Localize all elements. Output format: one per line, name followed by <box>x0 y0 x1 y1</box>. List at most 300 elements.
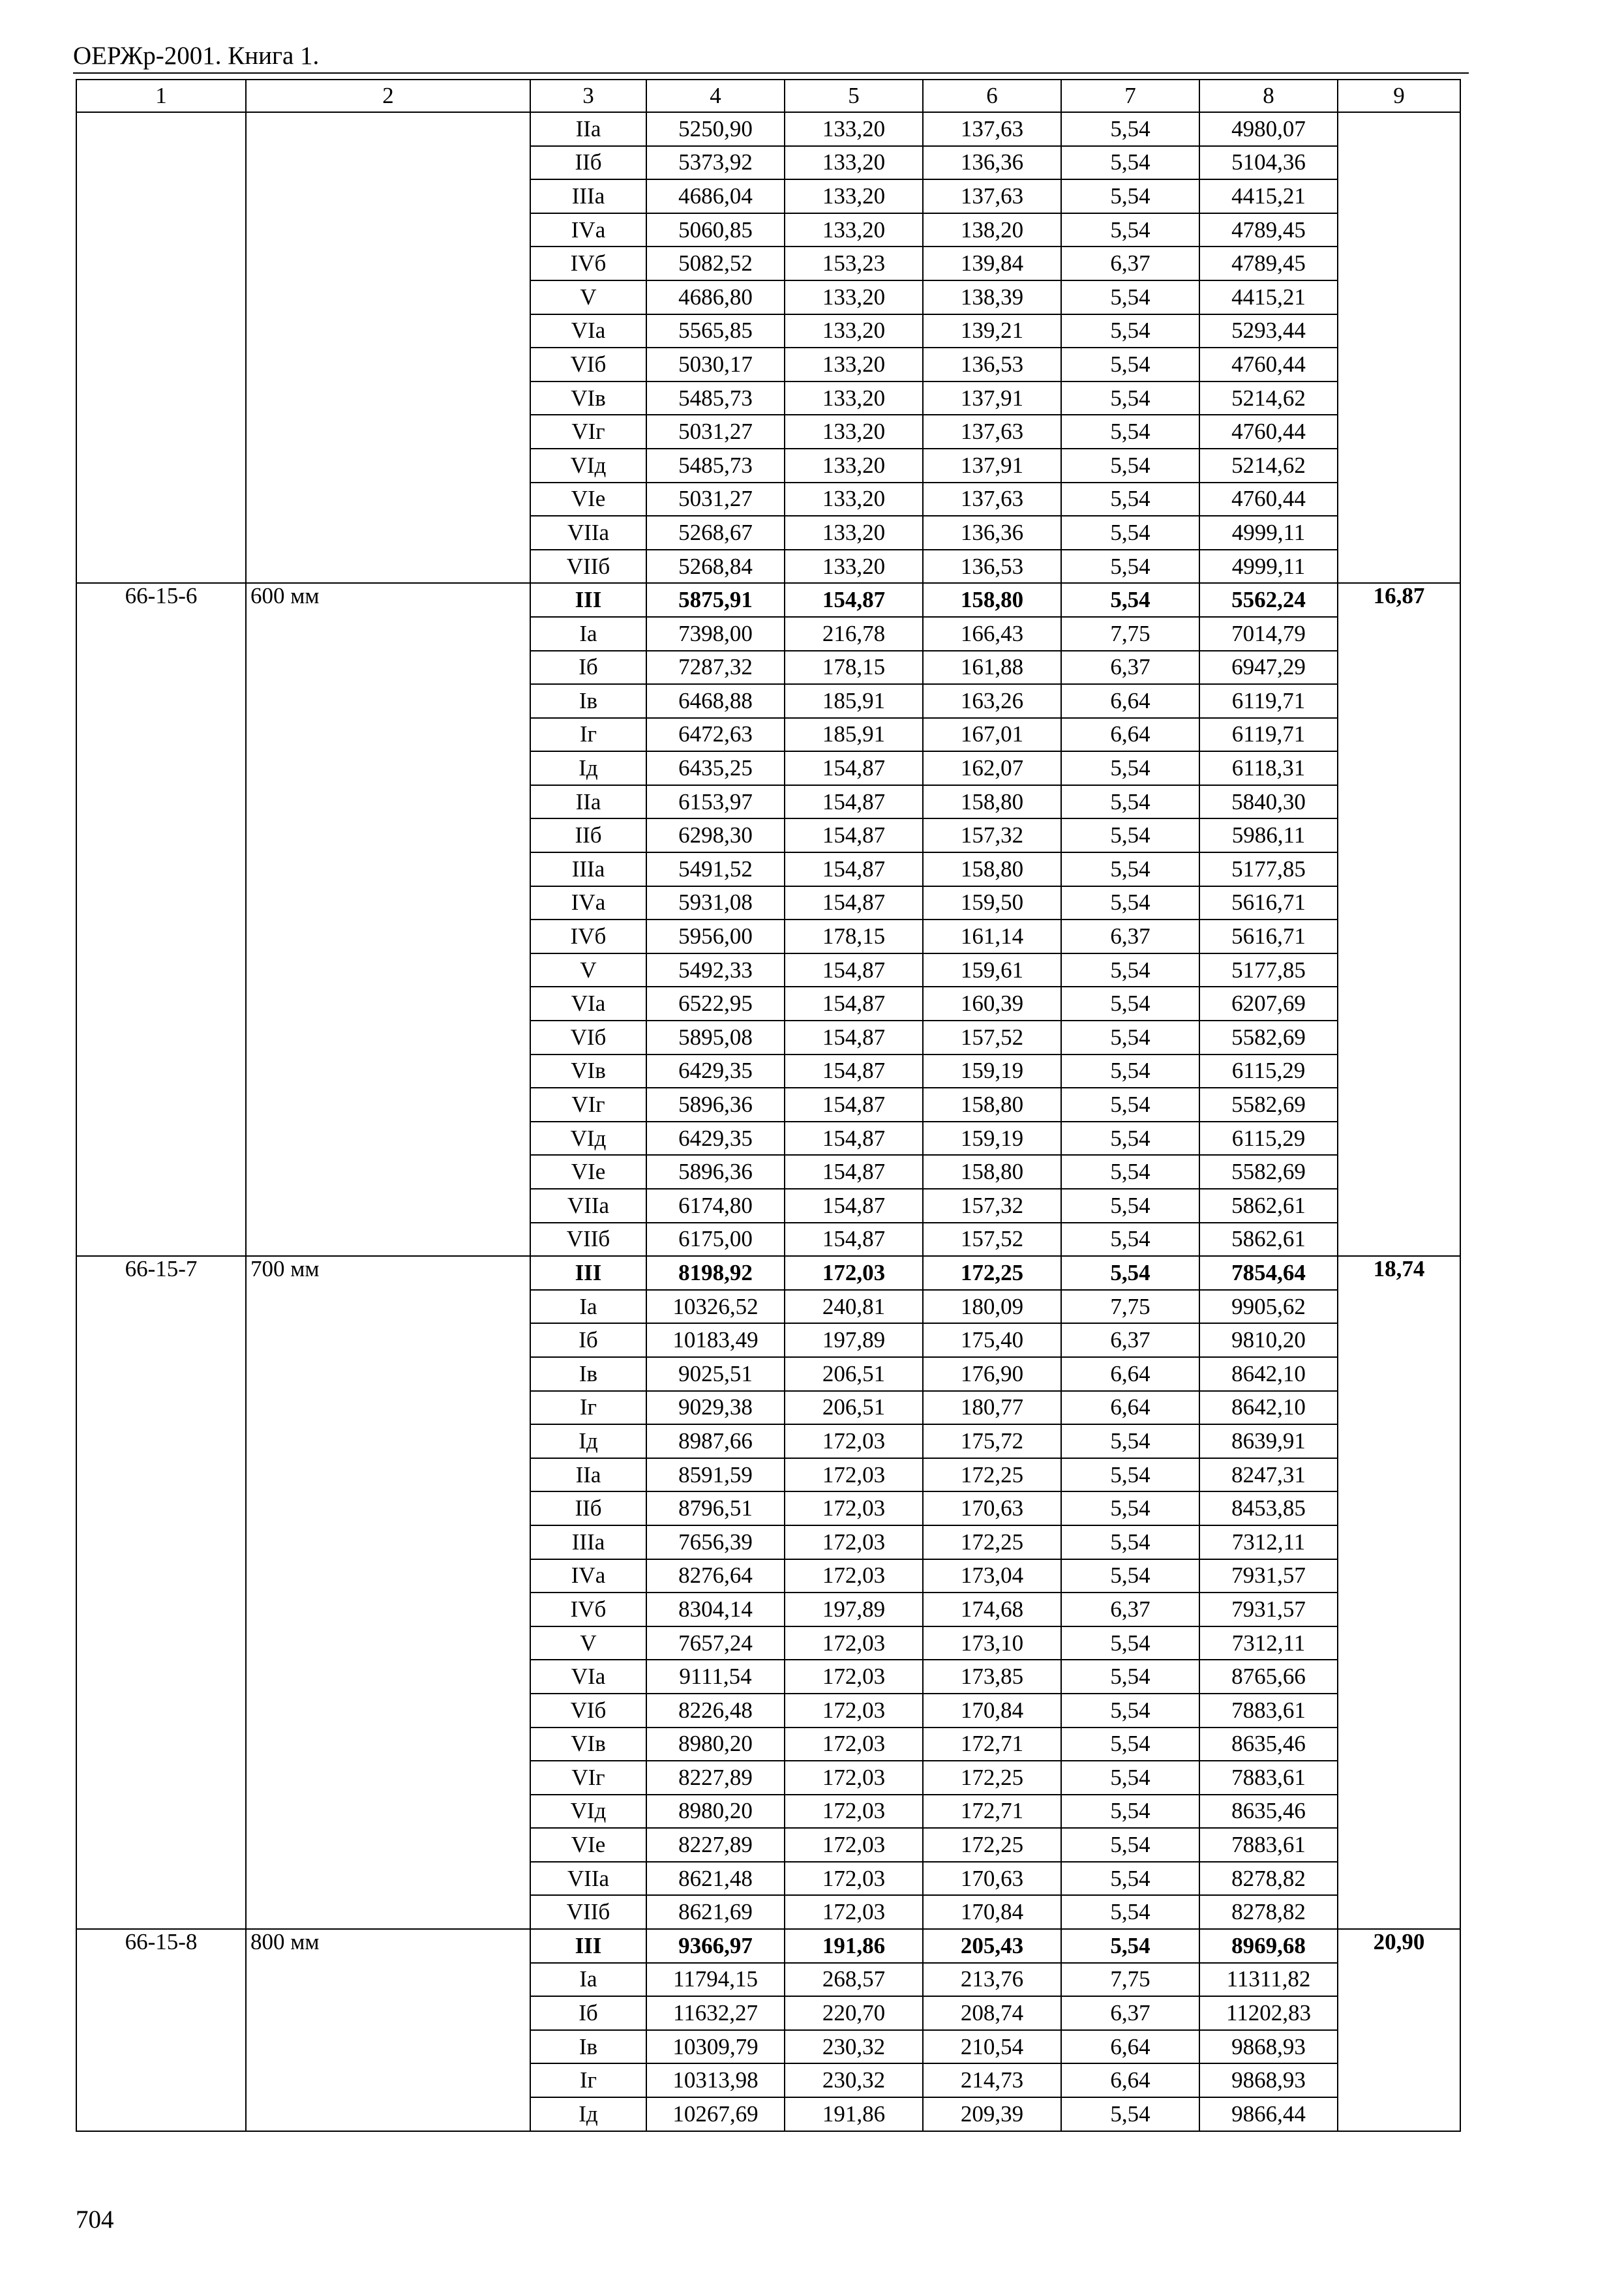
row-type: Iб <box>530 1323 646 1357</box>
table-row <box>76 1660 1460 1694</box>
row-code <box>76 1963 246 1997</box>
row-value: 5060,85 <box>646 213 785 247</box>
row-value: 9366,97 <box>646 1929 785 1963</box>
table-row <box>76 852 1460 886</box>
row-type: Iв <box>530 684 646 718</box>
row-code <box>76 718 246 752</box>
row-type: VIв <box>530 1728 646 1761</box>
row-value <box>1338 382 1460 415</box>
row-type: III <box>530 583 646 617</box>
row-value: 162,07 <box>923 751 1061 785</box>
row-value <box>1338 1963 1460 1997</box>
row-value <box>1338 1021 1460 1055</box>
row-value: 5250,90 <box>646 112 785 146</box>
row-code <box>76 1996 246 2030</box>
row-value: 133,20 <box>785 483 923 516</box>
row-type: Iб <box>530 1996 646 2030</box>
row-value: 5,54 <box>1061 382 1199 415</box>
row-value <box>1338 2030 1460 2064</box>
row-value: 161,88 <box>923 651 1061 685</box>
table-row <box>76 1323 1460 1357</box>
row-value: 230,32 <box>785 2063 923 2097</box>
row-value: 137,63 <box>923 112 1061 146</box>
row-code <box>76 651 246 685</box>
row-name <box>246 2063 530 2097</box>
row-code <box>76 1761 246 1795</box>
row-name <box>246 1694 530 1728</box>
row-value: 172,03 <box>785 1525 923 1559</box>
row-value: 178,15 <box>785 920 923 953</box>
row-value: 158,80 <box>923 1088 1061 1122</box>
row-value: 5986,11 <box>1199 818 1338 852</box>
row-name <box>246 1593 530 1626</box>
row-value: 133,20 <box>785 146 923 180</box>
row-value: 133,20 <box>785 314 923 348</box>
row-value: 159,61 <box>923 953 1061 987</box>
row-value <box>1338 179 1460 213</box>
row-value: 8276,64 <box>646 1559 785 1593</box>
row-name <box>246 2097 530 2131</box>
row-value <box>1338 953 1460 987</box>
row-type: VIIб <box>530 1223 646 1257</box>
row-code <box>76 1559 246 1593</box>
row-type: IVа <box>530 886 646 920</box>
row-value: 205,43 <box>923 1929 1061 1963</box>
row-name <box>246 1795 530 1829</box>
row-value: 133,20 <box>785 179 923 213</box>
table-row <box>76 1559 1460 1593</box>
row-value: 139,84 <box>923 247 1061 280</box>
row-value: 154,87 <box>785 1189 923 1223</box>
row-code <box>76 1021 246 1055</box>
row-value <box>1338 785 1460 819</box>
row-name <box>246 1626 530 1660</box>
row-value: 5214,62 <box>1199 449 1338 483</box>
page-number: 704 <box>76 2206 114 2234</box>
row-code: 66-15-7 <box>76 1256 246 1290</box>
row-value: 210,54 <box>923 2030 1061 2064</box>
row-value: 136,36 <box>923 146 1061 180</box>
row-code <box>76 1828 246 1862</box>
row-value: 159,19 <box>923 1055 1061 1088</box>
row-value: 7657,24 <box>646 1626 785 1660</box>
row-value: 5,54 <box>1061 1728 1199 1761</box>
row-value: 161,14 <box>923 920 1061 953</box>
row-type: Iд <box>530 1424 646 1458</box>
row-value: 10309,79 <box>646 2030 785 2064</box>
row-type: IVб <box>530 1593 646 1626</box>
row-type: V <box>530 1626 646 1660</box>
table-row <box>76 146 1460 180</box>
row-value: 9810,20 <box>1199 1323 1338 1357</box>
row-value: 209,39 <box>923 2097 1061 2131</box>
table-row <box>76 1996 1460 2030</box>
row-value: 5,54 <box>1061 146 1199 180</box>
row-name <box>246 1155 530 1189</box>
row-value: 6522,95 <box>646 987 785 1021</box>
row-value: 138,20 <box>923 213 1061 247</box>
table-row <box>76 1593 1460 1626</box>
row-type: VIа <box>530 987 646 1021</box>
row-value: 159,19 <box>923 1122 1061 1156</box>
row-value <box>1338 1055 1460 1088</box>
table-row <box>76 684 1460 718</box>
row-code <box>76 1088 246 1122</box>
row-value: 136,36 <box>923 516 1061 550</box>
row-value: 8980,20 <box>646 1728 785 1761</box>
row-type: Iа <box>530 1290 646 1324</box>
row-value: 5268,67 <box>646 516 785 550</box>
row-code <box>76 449 246 483</box>
row-value: 214,73 <box>923 2063 1061 2097</box>
row-value: 6,64 <box>1061 2063 1199 2097</box>
row-name <box>246 112 530 146</box>
row-type: IIб <box>530 1491 646 1525</box>
row-value: 5,54 <box>1061 280 1199 314</box>
row-value: 8621,69 <box>646 1895 785 1929</box>
row-value: 172,03 <box>785 1660 923 1694</box>
row-type: VIIа <box>530 516 646 550</box>
row-code: 66-15-8 <box>76 1929 246 1963</box>
table-row <box>76 920 1460 953</box>
row-value: 8987,66 <box>646 1424 785 1458</box>
row-value: 5,54 <box>1061 953 1199 987</box>
row-value: 154,87 <box>785 987 923 1021</box>
row-value <box>1338 718 1460 752</box>
row-value: 172,71 <box>923 1795 1061 1829</box>
row-value: 172,03 <box>785 1256 923 1290</box>
row-value: 6,37 <box>1061 1996 1199 2030</box>
column-header: 9 <box>1338 80 1460 112</box>
row-value: 5,54 <box>1061 1055 1199 1088</box>
row-value: 5031,27 <box>646 483 785 516</box>
row-value: 5,54 <box>1061 314 1199 348</box>
row-value: 5485,73 <box>646 382 785 415</box>
row-name <box>246 348 530 382</box>
table-row <box>76 886 1460 920</box>
table-row <box>76 1189 1460 1223</box>
row-value: 5565,85 <box>646 314 785 348</box>
row-value <box>1338 2063 1460 2097</box>
row-value <box>1338 617 1460 651</box>
row-name <box>246 818 530 852</box>
row-value: 7,75 <box>1061 1290 1199 1324</box>
row-code <box>76 886 246 920</box>
row-value: 5,54 <box>1061 483 1199 516</box>
row-name <box>246 1357 530 1391</box>
row-value: 6,37 <box>1061 920 1199 953</box>
row-value: 8980,20 <box>646 1795 785 1829</box>
row-value: 5,54 <box>1061 751 1199 785</box>
row-value: 5896,36 <box>646 1155 785 1189</box>
row-value: 4999,11 <box>1199 550 1338 584</box>
row-value <box>1338 1559 1460 1593</box>
row-name <box>246 1424 530 1458</box>
row-type: Iд <box>530 751 646 785</box>
row-value <box>1338 1761 1460 1795</box>
table-row <box>76 1357 1460 1391</box>
row-value: 6429,35 <box>646 1122 785 1156</box>
row-value: 6,37 <box>1061 1593 1199 1626</box>
row-value: 136,53 <box>923 550 1061 584</box>
row-name: 600 мм <box>246 583 530 617</box>
row-code <box>76 314 246 348</box>
row-code <box>76 179 246 213</box>
row-value: 10313,98 <box>646 2063 785 2097</box>
row-value: 5,54 <box>1061 1424 1199 1458</box>
row-type: IVа <box>530 213 646 247</box>
row-value: 6468,88 <box>646 684 785 718</box>
row-code <box>76 1593 246 1626</box>
row-value: 157,52 <box>923 1021 1061 1055</box>
row-value: 5,54 <box>1061 112 1199 146</box>
table-row <box>76 1055 1460 1088</box>
row-value: 133,20 <box>785 516 923 550</box>
row-type: V <box>530 280 646 314</box>
row-type: VIа <box>530 314 646 348</box>
row-value <box>1338 1458 1460 1492</box>
table-row <box>76 247 1460 280</box>
row-type: IIIа <box>530 852 646 886</box>
row-name <box>246 2030 530 2064</box>
row-name <box>246 1728 530 1761</box>
row-name <box>246 516 530 550</box>
row-value: 5,54 <box>1061 348 1199 382</box>
row-value: 191,86 <box>785 1929 923 1963</box>
row-value: 133,20 <box>785 415 923 449</box>
table-row <box>76 1862 1460 1896</box>
row-type: VIб <box>530 1021 646 1055</box>
row-value: 7398,00 <box>646 617 785 651</box>
row-value <box>1338 280 1460 314</box>
row-value: 6,37 <box>1061 247 1199 280</box>
row-type: Iа <box>530 617 646 651</box>
row-name <box>246 886 530 920</box>
header-rule <box>73 72 1469 74</box>
rates-table <box>76 79 1461 2132</box>
row-value: 6175,00 <box>646 1223 785 1257</box>
row-value: 154,87 <box>785 1122 923 1156</box>
row-name <box>246 314 530 348</box>
row-value: 5862,61 <box>1199 1189 1338 1223</box>
row-value: 4789,45 <box>1199 213 1338 247</box>
row-value <box>1338 112 1460 146</box>
row-value: 206,51 <box>785 1357 923 1391</box>
row-name <box>246 751 530 785</box>
row-value: 7287,32 <box>646 651 785 685</box>
row-value: 5956,00 <box>646 920 785 953</box>
row-code <box>76 1391 246 1425</box>
row-value: 172,25 <box>923 1761 1061 1795</box>
table-row <box>76 1424 1460 1458</box>
row-value: 7883,61 <box>1199 1761 1338 1795</box>
row-value: 154,87 <box>785 785 923 819</box>
row-value: 11202,83 <box>1199 1996 1338 2030</box>
row-value: 133,20 <box>785 213 923 247</box>
row-value: 175,40 <box>923 1323 1061 1357</box>
row-value: 5,54 <box>1061 1895 1199 1929</box>
row-name <box>246 550 530 584</box>
row-value <box>1338 651 1460 685</box>
row-code <box>76 1223 246 1257</box>
table-row <box>76 1828 1460 1862</box>
row-value: 170,84 <box>923 1895 1061 1929</box>
row-value: 5616,71 <box>1199 886 1338 920</box>
row-name <box>246 920 530 953</box>
row-value: 172,25 <box>923 1828 1061 1862</box>
row-value: 5031,27 <box>646 415 785 449</box>
table-row <box>76 1290 1460 1324</box>
row-type: III <box>530 1929 646 1963</box>
row-value: 5,54 <box>1061 1694 1199 1728</box>
row-value: 5840,30 <box>1199 785 1338 819</box>
row-code <box>76 684 246 718</box>
row-value: 154,87 <box>785 852 923 886</box>
row-type: VIе <box>530 1828 646 1862</box>
row-value: 172,03 <box>785 1626 923 1660</box>
table-row <box>76 1761 1460 1795</box>
column-header: 1 <box>76 80 246 112</box>
row-value <box>1338 1525 1460 1559</box>
row-value: 191,86 <box>785 2097 923 2131</box>
row-value <box>1338 1862 1460 1896</box>
row-code <box>76 112 246 146</box>
row-value: 5,54 <box>1061 179 1199 213</box>
row-type: IVб <box>530 247 646 280</box>
table-row <box>76 1223 1460 1257</box>
row-value: 172,25 <box>923 1525 1061 1559</box>
row-value: 172,25 <box>923 1458 1061 1492</box>
row-value: 154,87 <box>785 583 923 617</box>
row-name <box>246 1458 530 1492</box>
row-name <box>246 1828 530 1862</box>
row-value: 136,53 <box>923 348 1061 382</box>
row-value: 6,37 <box>1061 651 1199 685</box>
row-value: 153,23 <box>785 247 923 280</box>
row-code <box>76 617 246 651</box>
row-value: 7883,61 <box>1199 1828 1338 1862</box>
row-value: 133,20 <box>785 449 923 483</box>
row-value: 154,87 <box>785 1155 923 1189</box>
row-name: 700 мм <box>246 1256 530 1290</box>
table-row <box>76 583 1460 617</box>
row-value: 5492,33 <box>646 953 785 987</box>
row-value: 6,64 <box>1061 2030 1199 2064</box>
row-type: IIIа <box>530 1525 646 1559</box>
row-value: 7883,61 <box>1199 1694 1338 1728</box>
table-row <box>76 280 1460 314</box>
row-value: 5293,44 <box>1199 314 1338 348</box>
row-code <box>76 1424 246 1458</box>
table-row <box>76 1929 1460 1963</box>
table-row <box>76 617 1460 651</box>
row-value: 158,80 <box>923 852 1061 886</box>
row-code <box>76 1795 246 1829</box>
row-type: Iг <box>530 2063 646 2097</box>
row-value <box>1338 1122 1460 1156</box>
row-value: 7,75 <box>1061 617 1199 651</box>
table-row <box>76 516 1460 550</box>
row-value: 5,54 <box>1061 1761 1199 1795</box>
row-value: 8621,48 <box>646 1862 785 1896</box>
column-header: 5 <box>785 80 923 112</box>
row-name <box>246 382 530 415</box>
row-name <box>246 1189 530 1223</box>
row-name <box>246 651 530 685</box>
row-value: 5616,71 <box>1199 920 1338 953</box>
row-value <box>1338 1357 1460 1391</box>
row-value: 137,63 <box>923 483 1061 516</box>
row-value: 6,37 <box>1061 1323 1199 1357</box>
row-value: 133,20 <box>785 112 923 146</box>
table-row <box>76 449 1460 483</box>
row-value: 6472,63 <box>646 718 785 752</box>
row-value: 5104,36 <box>1199 146 1338 180</box>
row-value <box>1338 1391 1460 1425</box>
row-code <box>76 2063 246 2097</box>
row-value: 138,39 <box>923 280 1061 314</box>
row-type: III <box>530 1256 646 1290</box>
row-value: 5177,85 <box>1199 852 1338 886</box>
row-name <box>246 785 530 819</box>
row-value: 9029,38 <box>646 1391 785 1425</box>
row-value: 157,32 <box>923 1189 1061 1223</box>
row-value: 5,54 <box>1061 2097 1199 2131</box>
row-type: VIг <box>530 1761 646 1795</box>
row-value: 170,63 <box>923 1491 1061 1525</box>
row-value <box>1338 751 1460 785</box>
row-value: 7931,57 <box>1199 1559 1338 1593</box>
row-value <box>1338 1424 1460 1458</box>
row-value: 11311,82 <box>1199 1963 1338 1997</box>
table-row <box>76 785 1460 819</box>
row-code <box>76 516 246 550</box>
row-value: 240,81 <box>785 1290 923 1324</box>
row-code <box>76 987 246 1021</box>
row-value: 6118,31 <box>1199 751 1338 785</box>
table-row <box>76 550 1460 584</box>
row-value: 5,54 <box>1061 1862 1199 1896</box>
row-name: 800 мм <box>246 1929 530 1963</box>
table-row <box>76 1391 1460 1425</box>
row-value: 11794,15 <box>646 1963 785 1997</box>
row-value <box>1338 1660 1460 1694</box>
row-value: 172,03 <box>785 1694 923 1728</box>
row-value: 4789,45 <box>1199 247 1338 280</box>
row-code <box>76 1155 246 1189</box>
row-value: 172,71 <box>923 1728 1061 1761</box>
row-value: 154,87 <box>785 953 923 987</box>
row-value: 5,54 <box>1061 785 1199 819</box>
row-value: 137,63 <box>923 415 1061 449</box>
row-value: 7312,11 <box>1199 1626 1338 1660</box>
row-name <box>246 280 530 314</box>
table-row <box>76 718 1460 752</box>
row-value: 160,39 <box>923 987 1061 1021</box>
row-value: 133,20 <box>785 550 923 584</box>
row-value <box>1338 2097 1460 2131</box>
row-value: 10183,49 <box>646 1323 785 1357</box>
row-value: 154,87 <box>785 1223 923 1257</box>
row-value: 9111,54 <box>646 1660 785 1694</box>
row-value: 5082,52 <box>646 247 785 280</box>
row-type: Iб <box>530 651 646 685</box>
table-row <box>76 1626 1460 1660</box>
row-value: 5214,62 <box>1199 382 1338 415</box>
row-value: 172,03 <box>785 1895 923 1929</box>
row-value: 170,63 <box>923 1862 1061 1896</box>
row-value: 172,03 <box>785 1828 923 1862</box>
